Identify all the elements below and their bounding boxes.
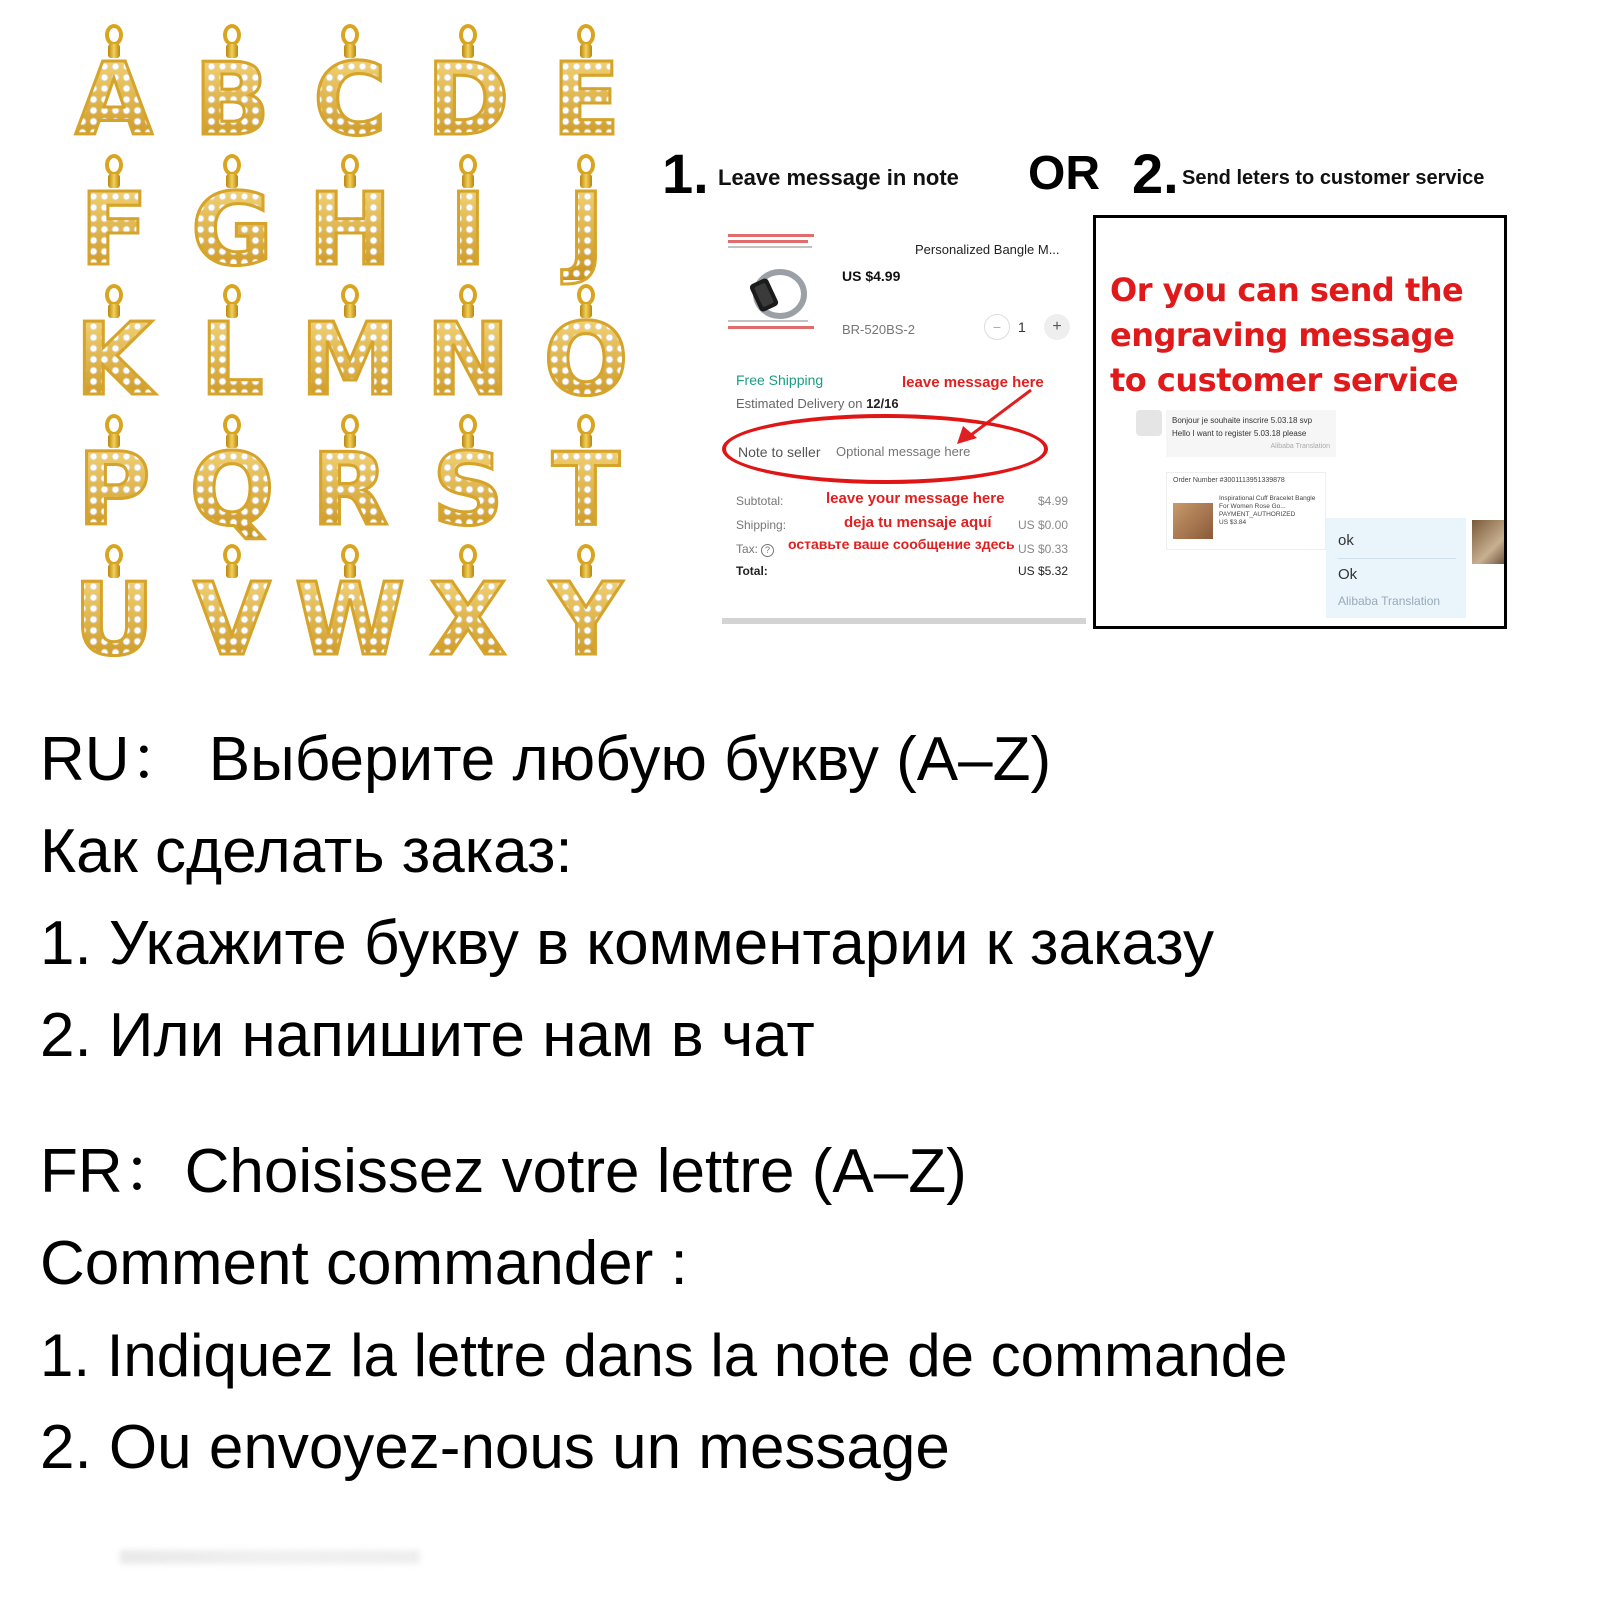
- quantity-value: 1: [1018, 319, 1026, 335]
- chat-message: [1166, 410, 1336, 457]
- chat-message-translation: Alibaba Translation: [1270, 443, 1330, 450]
- hint-russian: оставьте ваше сообщение здесь: [788, 536, 1015, 552]
- letter-pendant: [55, 20, 173, 158]
- fr-step-1: 1. Indiquez la lettre dans la note de commande: [40, 1322, 1288, 1389]
- total-value: US $5.32: [1017, 564, 1068, 578]
- pendant-letter: B: [173, 50, 291, 150]
- step-2-text: Send leters to customer service: [1182, 167, 1485, 189]
- pendant-letter: X: [409, 570, 527, 670]
- subtotal-label: Subtotal:: [736, 494, 784, 508]
- step-1-text: Leave message in note: [718, 165, 959, 190]
- free-shipping-label: Free Shipping: [736, 372, 824, 388]
- estimated-delivery-label: Estimated Delivery on: [736, 396, 863, 411]
- estimated-delivery: [736, 396, 899, 411]
- pendant-letter: H: [291, 180, 409, 280]
- pendant-letter: V: [173, 570, 291, 670]
- ru-step-1: 1. Укажите букву в комментарии к заказу: [40, 909, 1214, 978]
- reply-divider: [1338, 558, 1456, 559]
- order-details: [1219, 495, 1321, 527]
- pendant-letter: G: [173, 180, 291, 280]
- hint-english: leave your message here: [826, 490, 1005, 507]
- letter-pendant: [527, 280, 645, 418]
- letter-pendant: [55, 280, 173, 418]
- order-number: Order Number #3001113951339878: [1173, 477, 1285, 484]
- pendant-letter: A: [55, 50, 173, 150]
- letter-pendant: [173, 540, 291, 678]
- product-sku: BR-520BS-2: [842, 322, 915, 337]
- note-to-seller-input[interactable]: [836, 440, 1036, 462]
- letter-pendant: [409, 20, 527, 158]
- letter-pendant: [173, 410, 291, 548]
- pendant-letter: Y: [527, 570, 645, 670]
- fr-step-2: 2. Ou envoyez-nous un message: [40, 1413, 950, 1482]
- reply-translation-label: Alibaba Translation: [1338, 594, 1441, 608]
- shipping-label: Shipping:: [736, 518, 787, 532]
- pendant-letter: F: [55, 180, 173, 280]
- chat-message-line-2: Hello I want to register 5.03.18 please: [1172, 429, 1307, 438]
- letter-pendant: [291, 150, 409, 288]
- pendant-letter: C: [291, 50, 409, 150]
- pendant-letter: U: [55, 570, 173, 670]
- order-price: US $3.84: [1219, 519, 1247, 526]
- pendant-letter: O: [527, 310, 645, 410]
- pendant-letter: W: [291, 570, 409, 670]
- pendant-letter: N: [409, 310, 527, 410]
- help-icon[interactable]: ?: [761, 544, 774, 557]
- pendant-letter: K: [55, 310, 173, 410]
- letter-pendant: [409, 280, 527, 418]
- seller-reply: [1326, 518, 1466, 618]
- subtotal-value: $4.99: [1037, 494, 1068, 508]
- pendant-letter: S: [409, 440, 527, 540]
- pendant-letter: Q: [173, 440, 291, 540]
- letter-pendant: [55, 410, 173, 548]
- letter-pendant: [55, 150, 173, 288]
- letter-pendant: [173, 150, 291, 288]
- hint-spanish: deja tu mensaje aquí: [844, 514, 992, 531]
- product-price: US $4.99: [842, 268, 901, 284]
- order-status: PAYMENT_AUTHORIZED: [1219, 511, 1296, 518]
- step-2-number: 2.: [1132, 142, 1179, 205]
- quantity-decrease-button[interactable]: −: [984, 314, 1010, 340]
- letter-pendant: [291, 280, 409, 418]
- leave-message-hint: leave message here: [902, 374, 1044, 391]
- chat-message-line-1: Bonjour je souhaite inscrire 5.03.18 svp: [1172, 416, 1313, 425]
- customer-avatar: [1136, 410, 1162, 436]
- product-title: Personalized Bangle M...: [915, 242, 1060, 257]
- step-1-number: 1.: [662, 142, 709, 205]
- pendant-letter: P: [55, 440, 173, 540]
- letter-pendant: [527, 410, 645, 548]
- reply-text: ok: [1338, 532, 1354, 549]
- reply-translated-text: Ok: [1338, 566, 1358, 583]
- letter-pendant: [173, 20, 291, 158]
- ru-title: RU： Выберите любую букву (A–Z): [40, 725, 1052, 794]
- cart-screenshot: [722, 222, 1086, 624]
- letter-pendant: [291, 540, 409, 678]
- tax-value: US $0.33: [1017, 542, 1068, 556]
- quantity-increase-button[interactable]: +: [1044, 314, 1070, 340]
- pendant-letter: M: [291, 310, 409, 410]
- chat-screenshot: [1093, 215, 1507, 629]
- pendant-letter: D: [409, 50, 527, 150]
- fr-how-to-order: Comment commander :: [40, 1229, 688, 1298]
- letter-pendant: [291, 410, 409, 548]
- pendant-letter: L: [173, 310, 291, 410]
- seller-avatar: [1472, 520, 1507, 564]
- order-description: Inspirational Cuff Bracelet Bangle For Women Rose Go...: [1219, 495, 1316, 510]
- pendant-letter: E: [527, 50, 645, 150]
- order-thumbnail: [1173, 503, 1213, 539]
- fr-title: FR：Choisissez votre lettre (A–Z): [40, 1137, 967, 1206]
- letter-pendant: [409, 540, 527, 678]
- tax-row: [736, 542, 774, 557]
- letter-pendant: [409, 150, 527, 288]
- total-label: Total:: [736, 564, 768, 578]
- pendant-letter: I: [409, 180, 527, 280]
- pendant-letter: R: [291, 440, 409, 540]
- note-to-seller-label: Note to seller: [738, 444, 821, 460]
- tax-label: Tax:: [736, 542, 759, 556]
- estimated-delivery-date: 12/16: [866, 396, 899, 411]
- shipping-value: US $0.00: [1017, 518, 1068, 532]
- letter-pendant: [527, 150, 645, 288]
- bangle-icon: [750, 262, 808, 322]
- customer-service-headline: Or you can send the engraving message to customer service: [1110, 271, 1464, 399]
- order-card[interactable]: [1166, 472, 1326, 550]
- ru-step-2: 2. Или напишите нам в чат: [40, 1001, 815, 1070]
- letter-pendant: [527, 20, 645, 158]
- letter-pendant: [291, 20, 409, 158]
- decorative-blur: [120, 1550, 420, 1564]
- letter-pendant: [527, 540, 645, 678]
- pendant-letter: T: [527, 440, 645, 540]
- letter-pendant: [55, 540, 173, 678]
- or-label: OR: [1028, 147, 1100, 200]
- letter-pendant: [173, 280, 291, 418]
- pendant-letter: J: [527, 180, 645, 280]
- product-thumbnail: [728, 234, 820, 330]
- letter-pendant: [409, 410, 527, 548]
- letter-pendant-grid: [55, 20, 645, 680]
- ru-how-to-order: Как сделать заказ:: [40, 817, 573, 886]
